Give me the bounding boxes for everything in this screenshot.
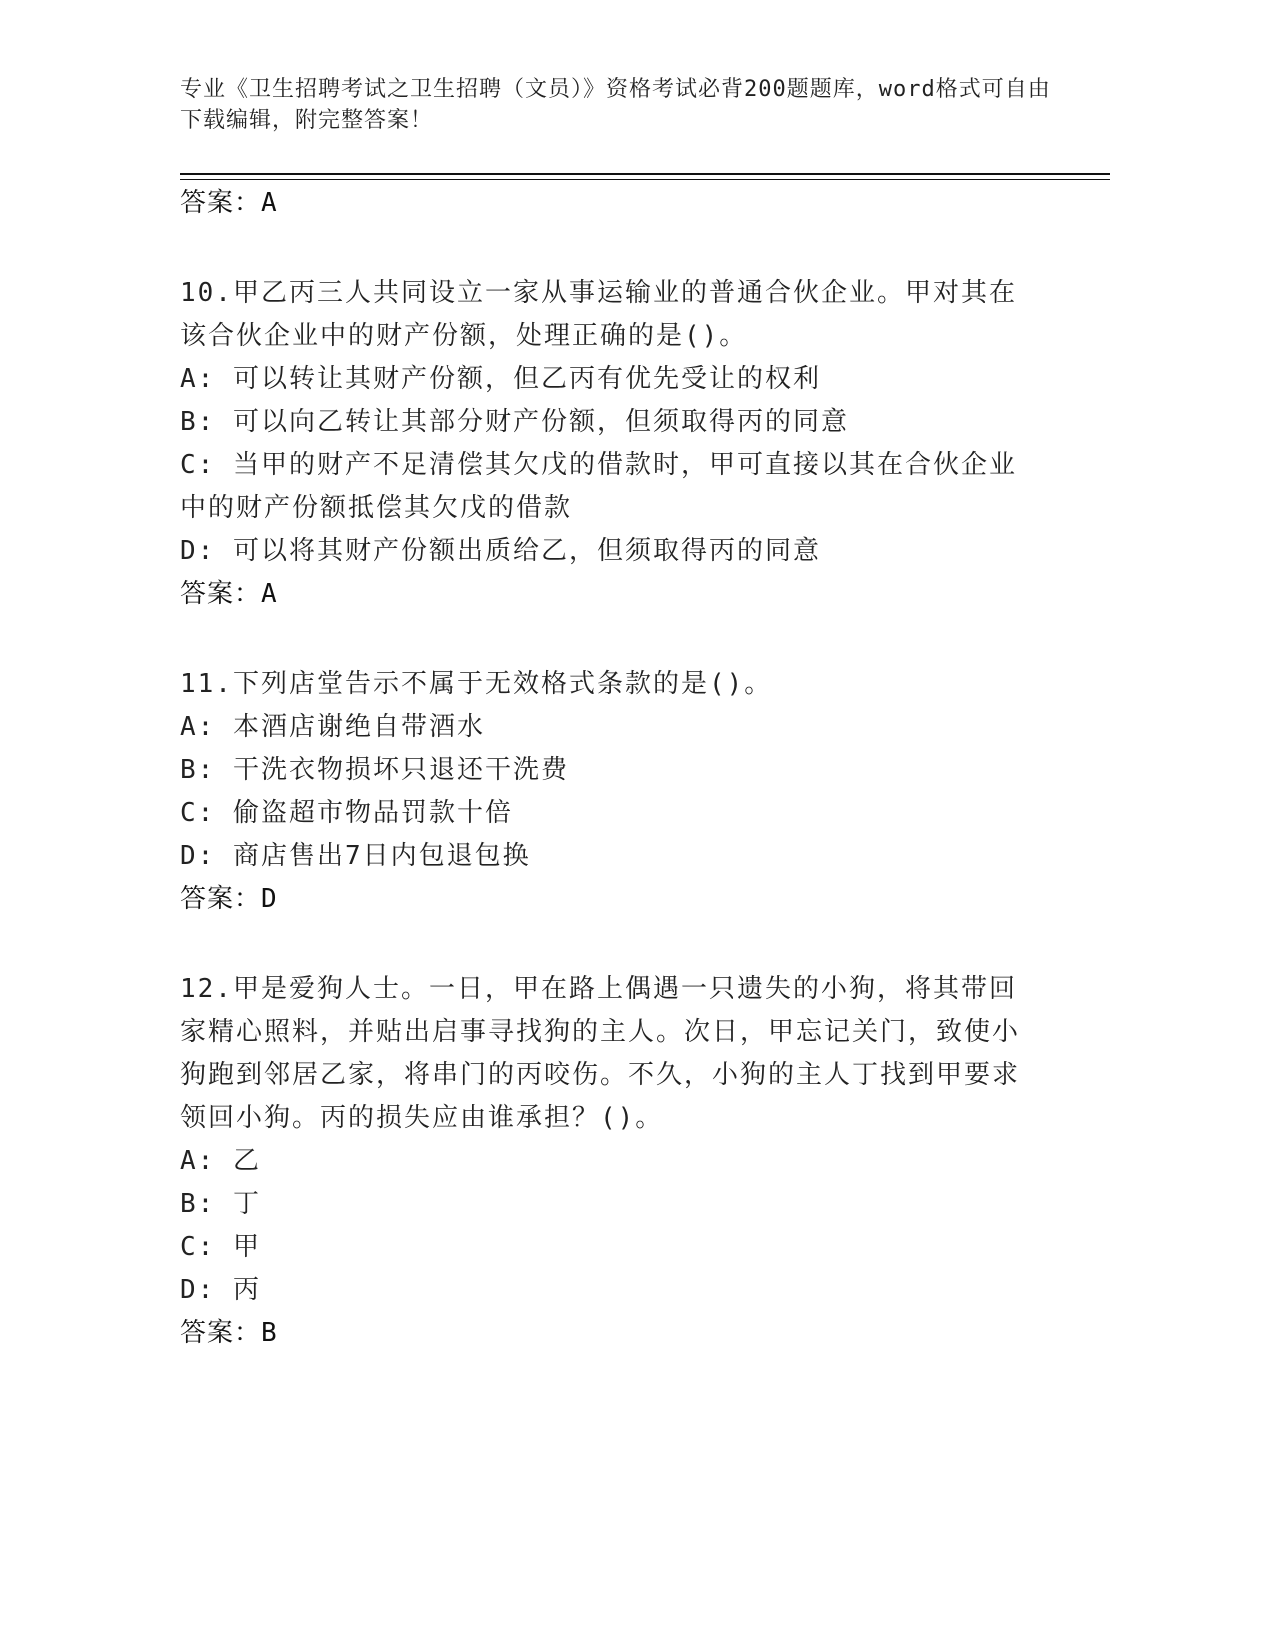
option-key: B: bbox=[180, 1189, 216, 1219]
answer-label: 答案： bbox=[180, 1318, 262, 1348]
answer-value: D bbox=[261, 884, 278, 914]
answer-value: A bbox=[261, 188, 278, 218]
header-divider-thin bbox=[180, 179, 1110, 180]
option-key: C: bbox=[180, 1232, 216, 1262]
page-header: 专业《卫生招聘考试之卫生招聘（文员）》资格考试必背200题题库，word格式可自由下载编辑，附完整答案！ bbox=[180, 77, 1051, 133]
option-d bbox=[180, 835, 1040, 878]
answer-value: B bbox=[261, 1318, 278, 1348]
header-divider-thick bbox=[180, 173, 1110, 175]
option-c bbox=[180, 444, 1040, 530]
option-key: C: bbox=[180, 798, 216, 828]
option-text: 可以向乙转让其部分财产份额，但须取得丙的同意 bbox=[232, 407, 849, 437]
answer-label: 答案： bbox=[180, 884, 262, 914]
option-a bbox=[180, 358, 1040, 401]
option-text: 丁 bbox=[232, 1189, 261, 1219]
option-key: D: bbox=[180, 841, 216, 871]
option-key: B: bbox=[180, 755, 216, 785]
question-block bbox=[180, 272, 1040, 614]
question-stem: 11.下列店堂告示不属于无效格式条款的是()。 bbox=[180, 669, 773, 699]
option-b bbox=[180, 401, 1040, 444]
option-key: B: bbox=[180, 407, 216, 437]
option-key: C: bbox=[180, 450, 216, 480]
option-text: 可以转让其财产份额，但乙丙有优先受让的权利 bbox=[232, 364, 821, 394]
answer-label: 答案： bbox=[180, 579, 262, 609]
question-block bbox=[180, 968, 1040, 1353]
option-c bbox=[180, 1226, 1040, 1269]
option-text: 丙 bbox=[232, 1275, 261, 1305]
option-text: 商店售出7日内包退包换 bbox=[232, 841, 531, 871]
option-c bbox=[180, 792, 1040, 835]
option-text: 乙 bbox=[232, 1146, 261, 1176]
option-text: 本酒店谢绝自带酒水 bbox=[232, 712, 485, 742]
option-a bbox=[180, 706, 1040, 749]
option-key: A: bbox=[180, 364, 216, 394]
document-body bbox=[180, 183, 1040, 1353]
option-text: 干洗衣物损坏只退还干洗费 bbox=[232, 755, 569, 785]
answer-line bbox=[180, 1313, 1040, 1353]
answer-line bbox=[180, 879, 1040, 919]
question-stem: 12.甲是爱狗人士。一日，甲在路上偶遇一只遗失的小狗，将其带回家精心照料，并贴出启事寻找狗的主人。次日，甲忘记关门，致使小狗跑到邻居乙家，将串门的丙咬伤。不久，小狗的主人丁找到甲要求领回小狗。丙的损失应由谁承担？()。 bbox=[180, 974, 1021, 1133]
option-key: D: bbox=[180, 1275, 216, 1305]
option-key: A: bbox=[180, 712, 216, 742]
option-d bbox=[180, 530, 1040, 573]
answer-value: A bbox=[261, 579, 278, 609]
question-block bbox=[180, 663, 1040, 919]
option-b bbox=[180, 1183, 1040, 1226]
option-d bbox=[180, 1269, 1040, 1312]
option-text: 偷盗超市物品罚款十倍 bbox=[232, 798, 513, 828]
question-stem: 10.甲乙丙三人共同设立一家从事运输业的普通合伙企业。甲对其在该合伙企业中的财产份额，处理正确的是()。 bbox=[180, 278, 1017, 351]
option-key: D: bbox=[180, 536, 216, 566]
option-text: 当甲的财产不足清偿其欠戊的借款时，甲可直接以其在合伙企业中的财产份额抵偿其欠戊的借款 bbox=[180, 450, 1017, 523]
answer-line bbox=[180, 183, 1040, 223]
option-text: 可以将其财产份额出质给乙，但须取得丙的同意 bbox=[232, 536, 821, 566]
option-text: 甲 bbox=[232, 1232, 261, 1262]
option-b bbox=[180, 749, 1040, 792]
answer-label: 答案： bbox=[180, 188, 262, 218]
option-key: A: bbox=[180, 1146, 216, 1176]
option-a bbox=[180, 1140, 1040, 1183]
answer-line bbox=[180, 574, 1040, 614]
